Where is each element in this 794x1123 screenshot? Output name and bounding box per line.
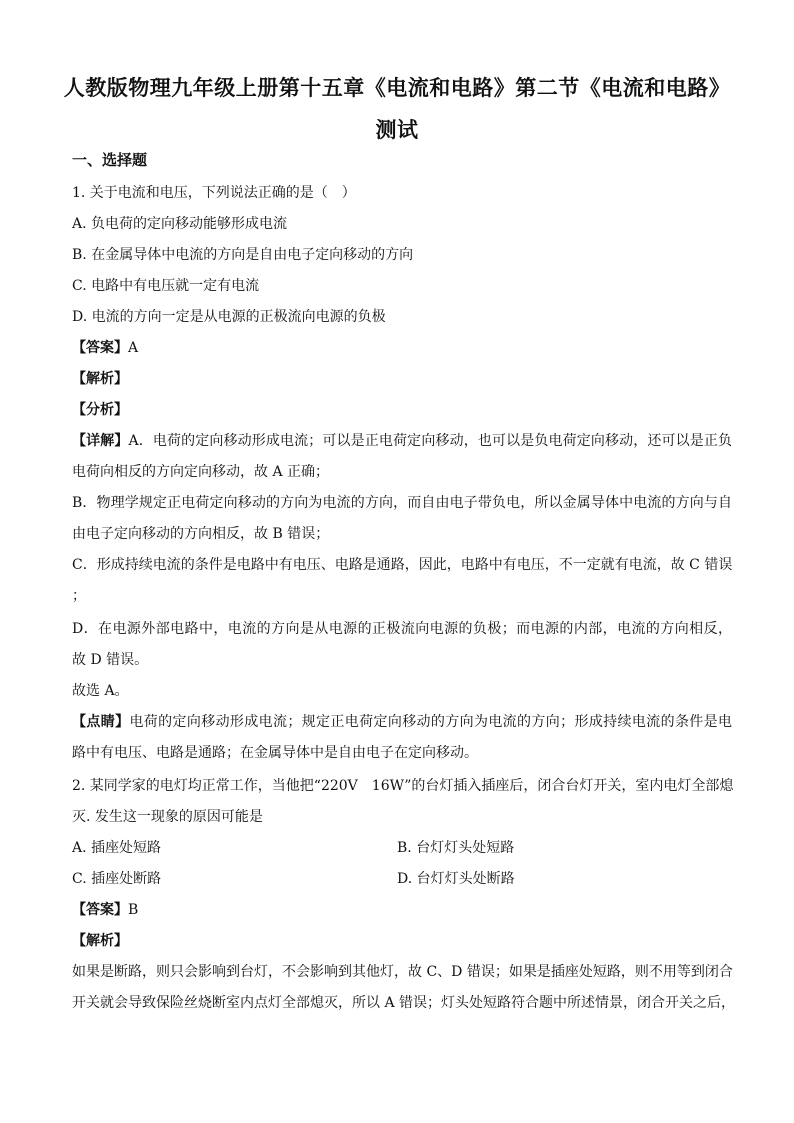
question-2-analysis-tag: 【解析】 [72, 933, 128, 949]
answer-value: A [128, 340, 139, 356]
question-2-analysis-line-1: 如果是断路，则只会影响到台灯，不会影响到其他灯，故 C、D 错误；如果是插座处短路，则不用等到闭合 [72, 964, 733, 980]
question-1-detail-line-3: B．物理学规定正电荷定向移动的方向为电流的方向，而自由电子带负电，所以金属导体中电流的方向与自 [72, 495, 732, 511]
section-heading: 一、选择题 [72, 151, 148, 169]
question-1-detail-line-6: ； [72, 588, 86, 604]
question-2-option-c: C. 插座处断路 [72, 871, 162, 887]
question-1-detail-line-9: 故选 A。 [72, 683, 129, 699]
question-1-detail-line-5: C．形成持续电流的条件是电路中有电压、电路是通路，因此，电路中有电压，不一定就有电流，故 C 错误 [72, 557, 733, 573]
question-1-option-d: D. 电流的方向一定是从电源的正极流向电源的负极 [72, 309, 386, 325]
question-1-option-c: C. 电路中有电压就一定有电流 [72, 278, 260, 294]
question-1-detail-line-2: 电荷向相反的方向定向移动，故 A 正确； [72, 464, 330, 480]
question-1-detail-line-7: D．在电源外部电路中，电流的方向是从电源的正极流向电源的负极；而电源的内部，电流的方向相反， [72, 621, 732, 637]
dianjing-tag: 【点睛】 [72, 714, 130, 730]
document-title-line-1: 人教版物理九年级上册第十五章《电流和电路》第二节《电流和电路》 [63, 75, 731, 100]
question-1-stem: 1. 关于电流和电压，下列说法正确的是（ ） [72, 185, 356, 201]
question-2-answer [72, 900, 732, 920]
question-1-detail-line-1: 【详解】A．电荷的定向移动形成电流；可以是正电荷定向移动，也可以是负电荷定向移动，还可以是正负 [72, 433, 733, 449]
answer-value: B [128, 902, 139, 918]
answer-tag: 【答案】 [72, 902, 128, 918]
question-1-detail-line-4: 由电子定向移动的方向相反，故 B 错误； [72, 526, 330, 542]
question-2-analysis-line-2: 开关就会导致保险丝烧断室内点灯全部熄灭，所以 A 错误；灯头处短路符合题中所述情景，闭合开关之后， [72, 995, 736, 1011]
question-2-stem-line-1: 2. 某同学家的电灯均正常工作，当他把“220V 16W”的台灯插入插座后，闭合台灯开关，室内电灯全部熄 [72, 778, 734, 794]
question-2-option-d: D. 台灯灯头处断路 [397, 871, 515, 887]
document-title-line-2: 测试 [375, 117, 419, 142]
question-2-option-a: A. 插座处短路 [72, 840, 162, 856]
question-1-answer [72, 338, 732, 358]
detail-tag: 【详解】 [72, 433, 129, 449]
question-1-option-a: A. 负电荷的定向移动能够形成电流 [72, 216, 288, 232]
answer-tag: 【答案】 [72, 340, 128, 356]
question-1-option-b: B. 在金属导体中电流的方向是自由电子定向移动的方向 [72, 247, 414, 263]
question-1-fenxi-tag: 【分析】 [72, 402, 128, 418]
question-1-dianjing-line-1: 【点睛】电荷的定向移动形成电流；规定正电荷定向移动的方向为电流的方向；形成持续电流的条件是电 [72, 714, 733, 730]
question-1-detail-line-8: 故 D 错误。 [72, 652, 149, 668]
question-2-option-b: B. 台灯灯头处短路 [397, 840, 515, 856]
question-1-dianjing-line-2: 路中有电压、电路是通路；在金属导体中是自由电子在定向移动。 [72, 745, 478, 761]
question-2-stem-line-2: 灭. 发生这一现象的原因可能是 [72, 809, 263, 825]
question-1-analysis-tag: 【解析】 [72, 371, 128, 387]
